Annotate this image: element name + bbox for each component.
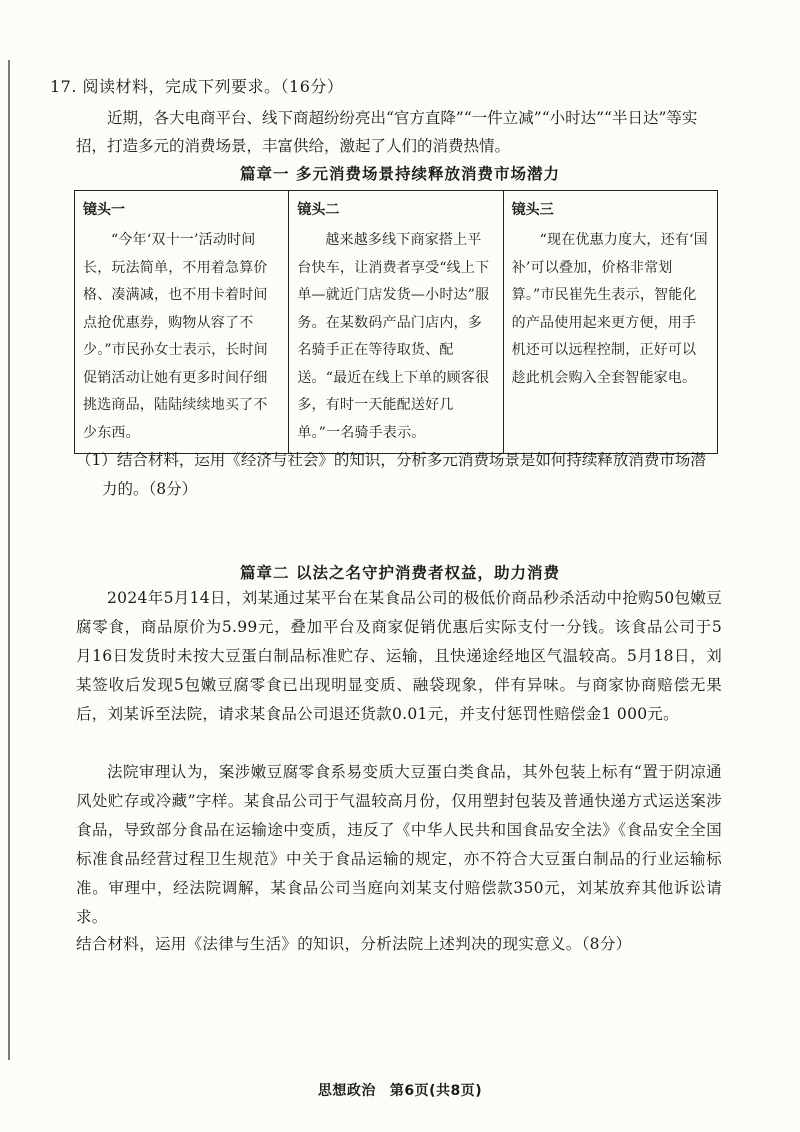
shot-cell-1 — [75, 191, 289, 454]
chapter2-title: 篇章二 以法之名守护消费者权益，助力消费 — [240, 564, 560, 582]
shot-text: “现在优惠力度大，还有‘国补’可以叠加，价格非常划算。”市民崔先生表示，智能化的产品使用起来更方便，用手机还可以远程控制，正好可以趁此机会购入全套智能家电。 — [511, 232, 708, 386]
shot-cell-3 — [503, 191, 717, 454]
shot-text: 越来越多线下商家搭上平台快车，让消费者享受“线上下单—就近门店发货—小时达”服务。在某数码产品门店内，多名骑手正在等待取货、配送。“最近在线上下单的顾客很多，有时一天能配送好几单。”一名骑手表示。 — [297, 232, 490, 441]
court-paragraph: 法院审理认为，案涉嫩豆腐零食系易变质大豆蛋白类食品，其外包装上标有“置于阴凉通风处贮存或冷藏”字样。某食品公司于气温较高月份，仅用塑封包装及普通快递方式运送案涉食品，导致部分食品在运输途中变质，违反了《中华人民共和国食品安全法》《食品安全全国标准食品经营过程卫生规范》中关于食品运输的规定，亦不符合大豆蛋白制品的行业运输标准。审理中，经法院调解，某食品公司当庭向刘某支付赔偿款350元，刘某放弃其他诉讼请求。 — [76, 763, 722, 926]
binding-margin-line — [8, 60, 10, 1060]
question-intro: 近期，各大电商平台、线下商超纷纷亮出“官方直降”“一件立减”“小时达”“半日达”等实招，打造多元的消费场景，丰富供给，激起了人们的消费热情。 — [76, 109, 698, 155]
shot-cell-2 — [289, 191, 503, 454]
sub-question-1-line1: （1）结合材料，运用《经济与社会》的知识，分析多元消费场景是如何持续释放消费市场潜 — [76, 451, 706, 469]
shot-heading: 镜头二 — [297, 202, 340, 218]
question-title: 17. 阅读材料，完成下列要求。（16分） — [50, 77, 344, 96]
shot-heading: 镜头一 — [83, 202, 125, 218]
sub-question-1 — [76, 446, 726, 504]
shot-heading: 镜头三 — [511, 202, 554, 218]
page-footer — [0, 1080, 800, 1100]
case-paragraph: 2024年5月14日，刘某通过某平台在某食品公司的极低价商品秒杀活动中抢购50包嫩豆腐零食，商品原价为5.99元，叠加平台及商家促销优惠后实际支付一分钱。该食品公司于5月16日发货时未按大豆蛋白制品标准贮存、运输，且快递途经地区气温较高。5月18日，刘某签收后发现5包嫩豆腐零食已出现明显变质、融袋现象，伴有异味。与商家协商赔偿无果后，刘某诉至法院，请求某食品公司退还货款0.01元，并支付惩罚性赔偿金1 000元。 — [76, 589, 722, 723]
sub-question-1-line2: 力的。（8分） — [102, 480, 198, 498]
chapter1-title: 篇章一 多元消费场景持续释放消费市场潜力 — [240, 165, 560, 183]
shots-table — [74, 190, 718, 454]
shot-text: “今年‘双十一’活动时间长，玩法简单，不用着急算价格、凑满减，也不用卡着时间点抢优惠券，购物从容了不少。”市民孙女士表示，长时间促销活动让她有更多时间仔细挑选商品，陆陆续续地买了不少东西。 — [83, 232, 268, 441]
footer-subject: 思想政治 — [317, 1083, 376, 1099]
footer-page-number: 第6页(共8页) — [389, 1083, 483, 1099]
sub-question-2: 结合材料，运用《法律与生活》的知识，分析法院上述判决的现实意义。（8分） — [76, 935, 632, 953]
